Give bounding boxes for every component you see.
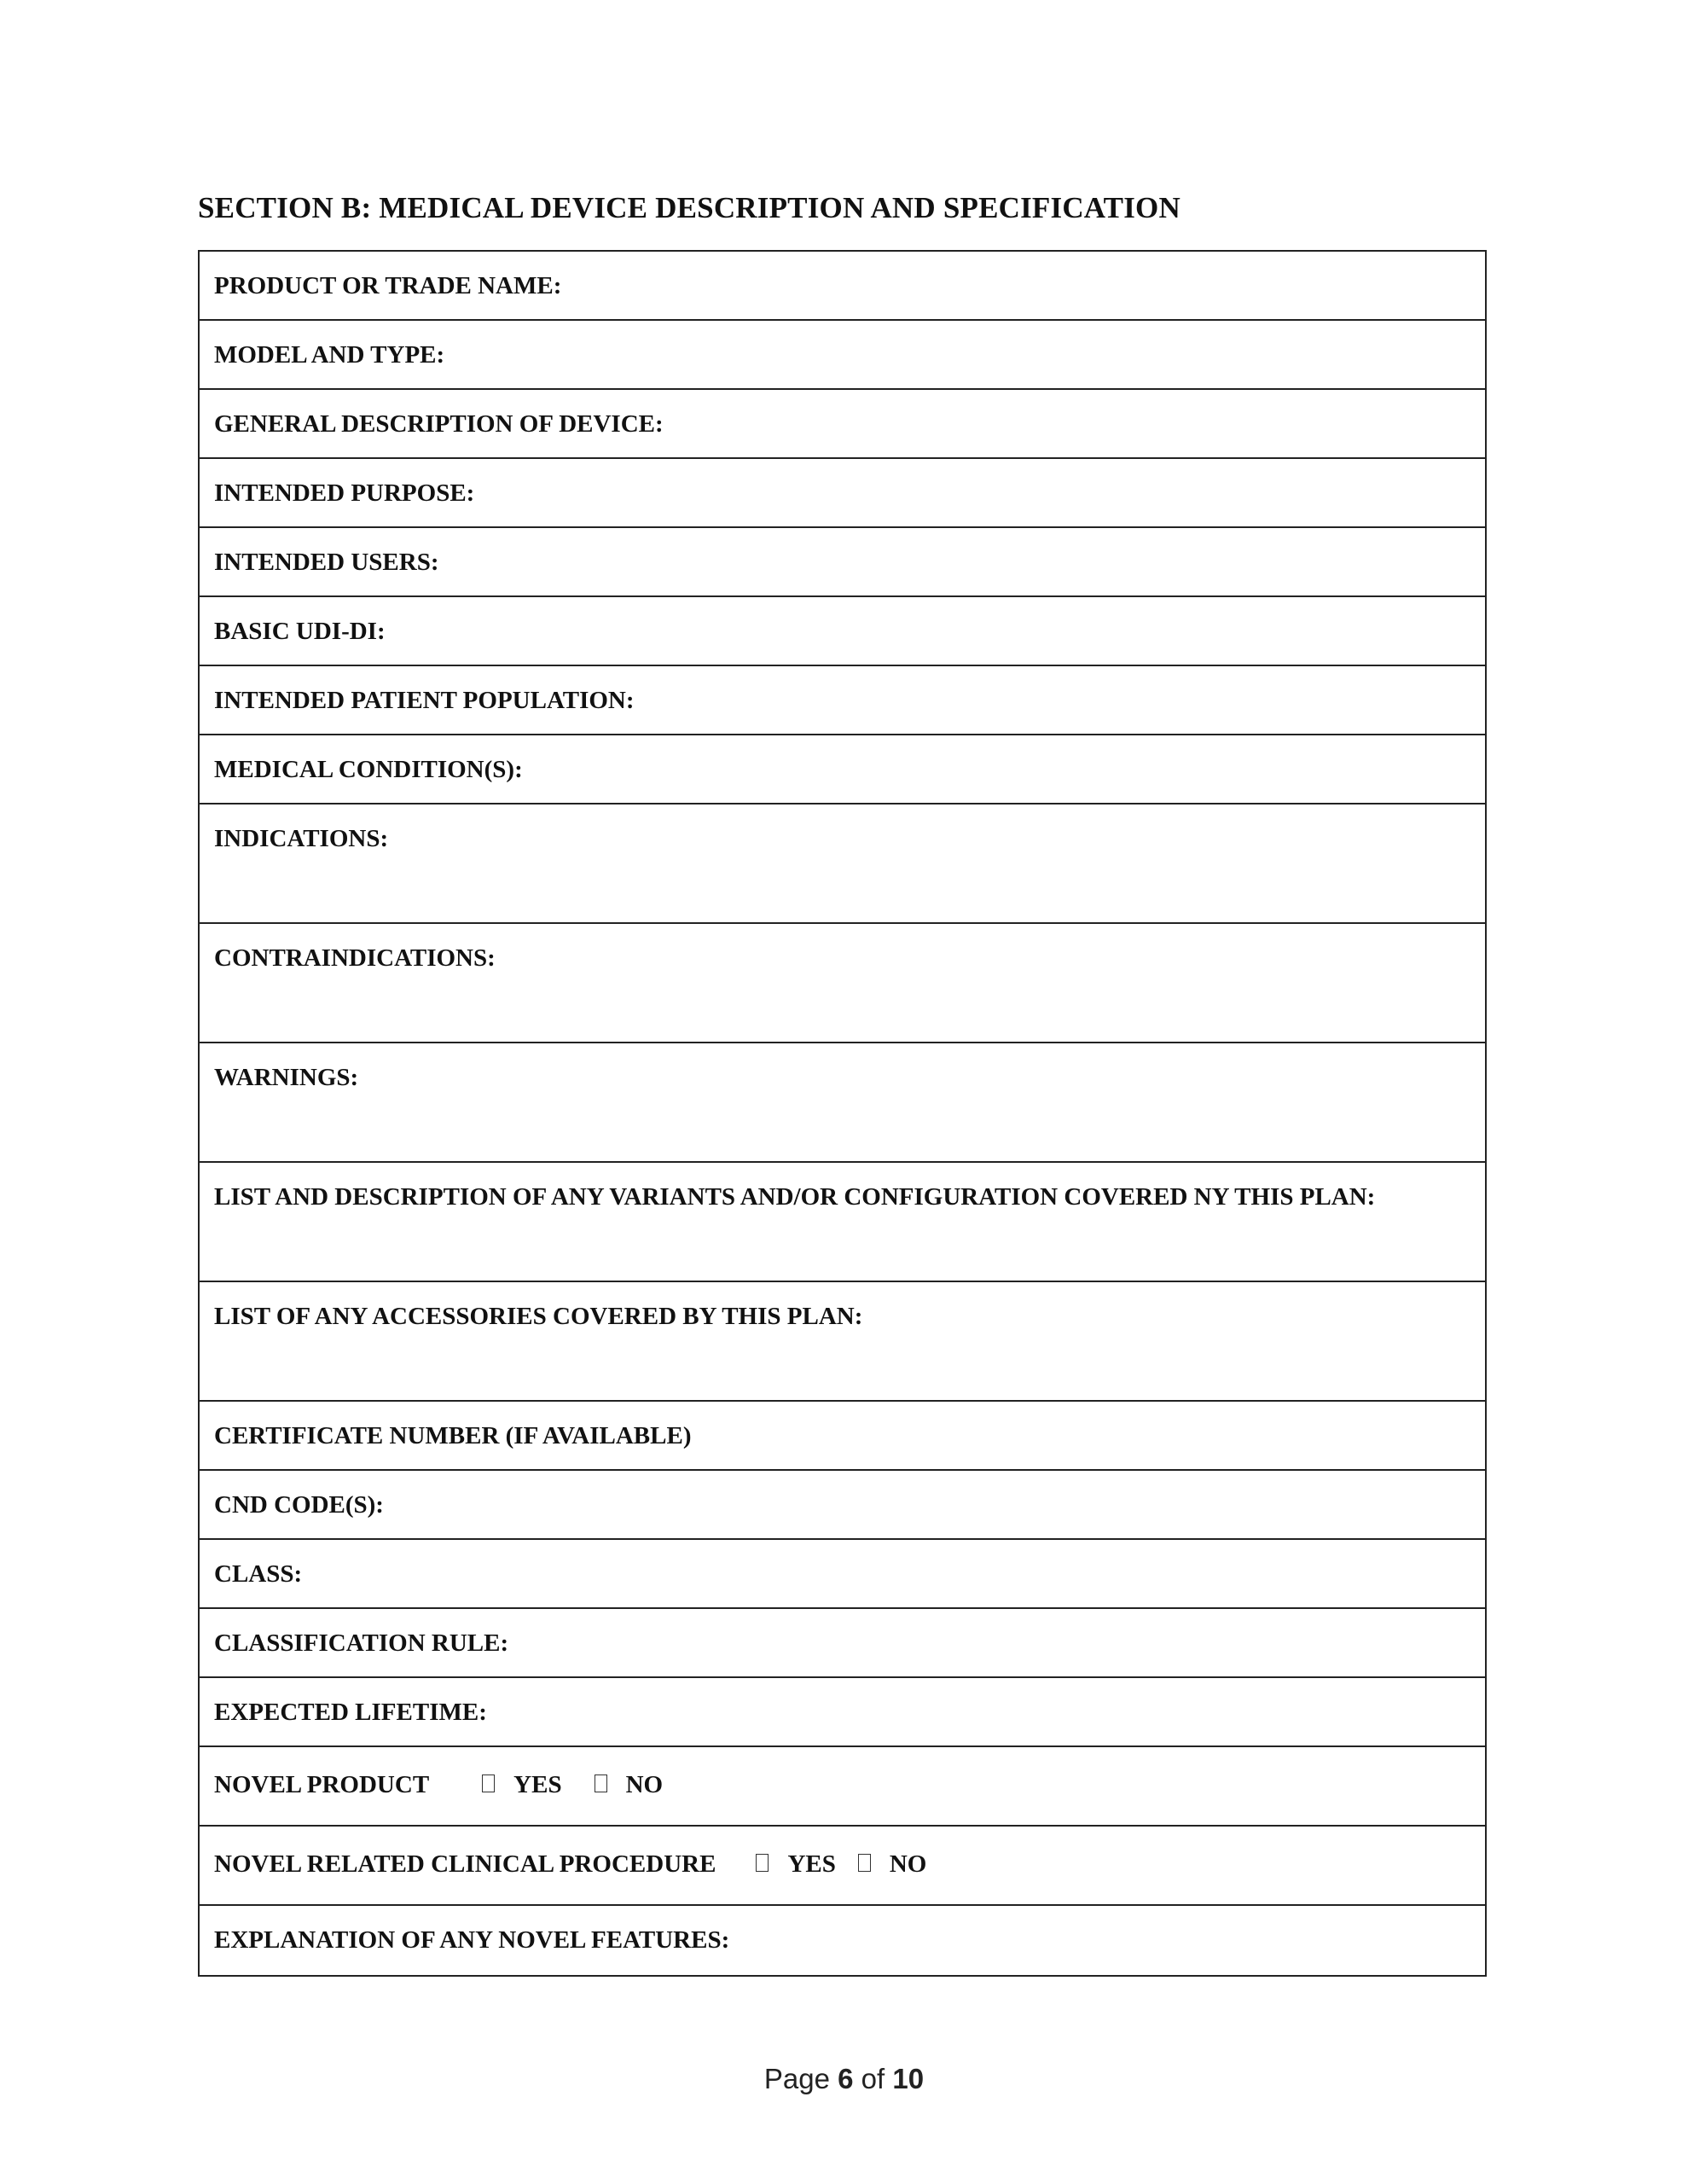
novel-product-yes-option[interactable]	[482, 1771, 561, 1799]
novel-product-yes-checkbox[interactable]	[482, 1774, 495, 1792]
row-contraindications[interactable]: CONTRAINDICATIONS:	[200, 924, 1485, 1043]
novel-product-no-option[interactable]	[595, 1771, 664, 1799]
row-novel-features[interactable]: EXPLANATION OF ANY NOVEL FEATURES:	[214, 1926, 730, 1954]
novel-product-no-label: NO	[625, 1771, 664, 1798]
page-number-footer	[0, 2063, 1688, 2095]
row-intended-patient-population[interactable]: INTENDED PATIENT POPULATION:	[200, 666, 1485, 735]
of-word: of	[861, 2063, 885, 2094]
row-novel-procedure	[200, 1827, 1485, 1906]
novel-procedure-yes-checkbox[interactable]	[756, 1854, 769, 1872]
novel-procedure-no-checkbox[interactable]	[858, 1854, 871, 1872]
novel-procedure-no-label: NO	[889, 1850, 927, 1878]
row-medical-conditions[interactable]: MEDICAL CONDITION(S):	[200, 735, 1485, 804]
row-model-type[interactable]: MODEL AND TYPE:	[200, 321, 1485, 390]
row-indications[interactable]: INDICATIONS:	[200, 804, 1485, 924]
row-classification-rule[interactable]: CLASSIFICATION RULE:	[200, 1609, 1485, 1678]
page-word: Page	[763, 2063, 830, 2094]
page-total: 10	[892, 2063, 925, 2094]
novel-product-label: NOVEL PRODUCT	[214, 1771, 430, 1798]
row-basic-udi-di[interactable]: BASIC UDI-DI:	[200, 597, 1485, 666]
row-expected-lifetime[interactable]: EXPECTED LIFETIME:	[200, 1678, 1485, 1747]
page-current: 6	[838, 2063, 854, 2094]
novel-product-yes-label: YES	[513, 1771, 562, 1798]
novel-procedure-no-option[interactable]	[858, 1850, 927, 1879]
row-intended-users[interactable]: INTENDED USERS:	[200, 528, 1485, 597]
novel-procedure-yes-option[interactable]	[756, 1850, 835, 1879]
novel-procedure-yes-label: YES	[787, 1850, 836, 1878]
row-variants-configurations[interactable]: LIST AND DESCRIPTION OF ANY VARIANTS AND/OR CONFIGURATION COVERED NY THIS PLAN:	[200, 1163, 1485, 1282]
row-product-trade-name[interactable]: PRODUCT OR TRADE NAME:	[200, 252, 1485, 321]
row-accessories[interactable]: LIST OF ANY ACCESSORIES COVERED BY THIS PLAN:	[200, 1282, 1485, 1402]
row-novel-product	[200, 1747, 1485, 1827]
novel-procedure-label: NOVEL RELATED CLINICAL PROCEDURE	[214, 1850, 716, 1878]
row-cnd-codes[interactable]: CND CODE(S):	[200, 1471, 1485, 1540]
row-class[interactable]: CLASS:	[200, 1540, 1485, 1609]
row-warnings[interactable]: WARNINGS:	[200, 1043, 1485, 1163]
row-general-description[interactable]: GENERAL DESCRIPTION OF DEVICE:	[200, 390, 1485, 459]
section-title: SECTION B: MEDICAL DEVICE DESCRIPTION AND SPECIFICATION	[198, 191, 1180, 224]
device-spec-form	[198, 250, 1487, 1977]
row-certificate-number[interactable]: CERTIFICATE NUMBER (IF AVAILABLE)	[200, 1402, 1485, 1471]
row-intended-purpose[interactable]: INTENDED PURPOSE:	[200, 459, 1485, 528]
novel-product-no-checkbox[interactable]	[595, 1774, 607, 1792]
